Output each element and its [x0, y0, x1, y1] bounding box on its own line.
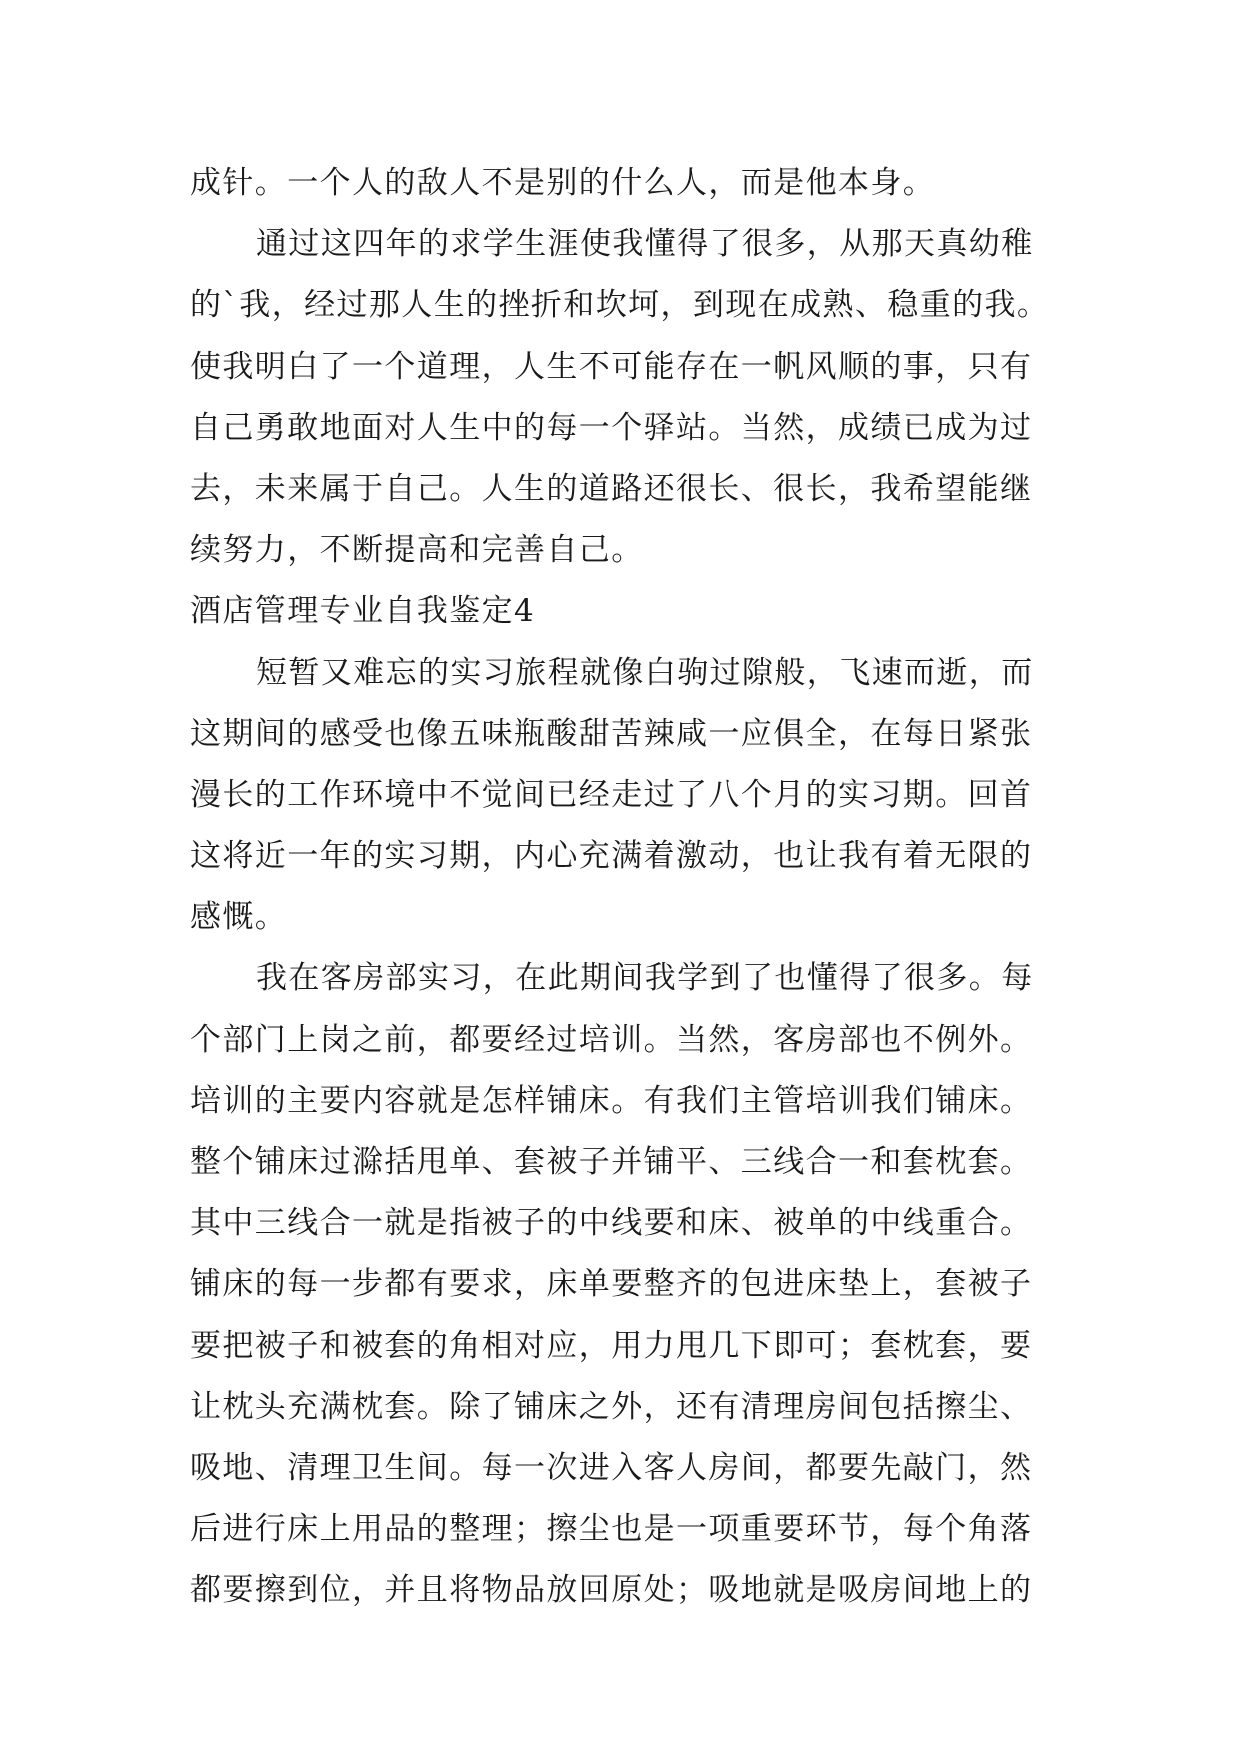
paragraph-line: 培训的主要内容就是怎样铺床。有我们主管培训我们铺床。 [190, 1082, 1033, 1119]
paragraph-line: 短暂又难忘的实习旅程就像白驹过隙般，飞速而逝，而 [256, 654, 1034, 691]
paragraph-line: 吸地、清理卫生间。每一次进入客人房间，都要先敲门，然 [190, 1449, 1033, 1486]
paragraph-line: 这将近一年的实习期，内心充满着激动，也让我有着无限的 [190, 838, 1033, 875]
paragraph-line: 续努力，不断提高和完善自己。 [190, 532, 644, 569]
paragraph-line: 去，未来属于自己。人生的道路还很长、很长，我希望能继 [190, 470, 1033, 507]
paragraph-line: 漫长的工作环境中不觉间已经走过了八个月的实习期。回首 [190, 776, 1033, 813]
paragraph-line: 成针。一个人的敌人不是别的什么人，而是他本身。 [190, 165, 936, 201]
paragraph-line: 使我明白了一个道理，人生不可能存在一帆风顺的事，只有 [190, 348, 1033, 385]
paragraph-line: 自己勇敢地面对人生中的每一个驿站。当然，成绩已成为过 [190, 409, 1033, 446]
paragraph-line: 我在客房部实习，在此期间我学到了也懂得了很多。每 [256, 960, 1034, 997]
paragraph-line: 其中三线合一就是指被子的中线要和床、被单的中线重合。 [190, 1205, 1033, 1242]
paragraph-line: 让枕头充满枕套。除了铺床之外，还有清理房间包括擦尘、 [190, 1388, 1033, 1425]
paragraph-line: 后进行床上用品的整理；擦尘也是一项重要环节，每个角落 [190, 1511, 1033, 1548]
paragraph-line: 这期间的感受也像五味瓶酸甜苦辣咸一应俱全，在每日紧张 [190, 715, 1033, 752]
paragraph-line: 铺床的每一步都有要求，床单要整齐的包进床垫上，套被子 [190, 1266, 1033, 1303]
section-heading: 酒店管理专业自我鉴定4 [190, 593, 536, 630]
paragraph-line: 个部门上岗之前，都要经过培训。当然，客房部也不例外。 [190, 1021, 1033, 1058]
paragraph-line: 都要擦到位，并且将物品放回原处；吸地就是吸房间地上的 [190, 1572, 1033, 1609]
paragraph-line: 通过这四年的求学生涯使我懂得了很多，从那天真幼稚 [256, 226, 1034, 263]
document-body [190, 153, 1070, 1622]
paragraph-line: 要把被子和被套的角相对应，用力甩几下即可；套枕套，要 [190, 1327, 1033, 1364]
paragraph-line: 的`我，经过那人生的挫折和坎坷，到现在成熟、稳重的我。 [190, 287, 1050, 324]
paragraph-line: 感慨。 [190, 899, 288, 936]
paragraph-line: 整个铺床过滁括甩单、套被子并铺平、三线合一和套枕套。 [190, 1144, 1033, 1180]
